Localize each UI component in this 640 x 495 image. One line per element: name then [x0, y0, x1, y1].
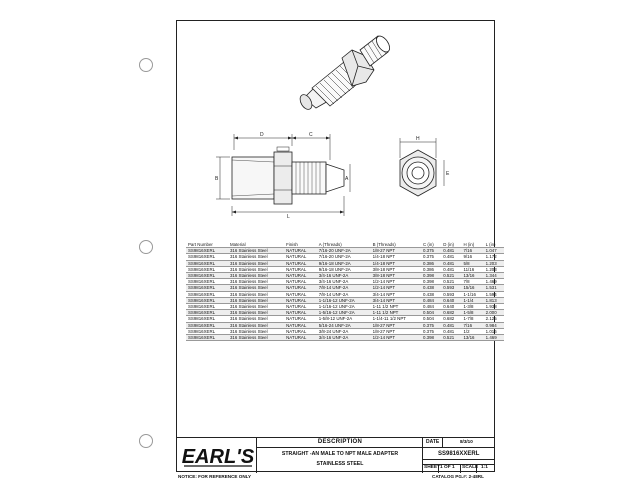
table-cell: 0.481 — [441, 266, 461, 272]
table-cell: SS9816XERL — [186, 273, 228, 279]
table-cell: 0.521 — [441, 273, 461, 279]
table-cell: 0.375 — [421, 322, 441, 328]
dim-label-b: B — [215, 176, 219, 182]
table-cell: 1-5/8 — [461, 310, 483, 316]
table-cell: NATURAL — [284, 297, 317, 303]
table-cell: 1-1/16-12 UNF-2A — [317, 304, 371, 310]
table-cell: 0.481 — [441, 322, 461, 328]
table-cell: 1-1/16-12 UNF-2A — [317, 297, 371, 303]
table-cell: 0.386 — [421, 266, 441, 272]
date-value: 8/3/10 — [460, 439, 473, 444]
table-cell: 2.125 — [484, 316, 504, 322]
table-cell: 0.481 — [441, 260, 461, 266]
table-cell: SS9816XERL — [186, 316, 228, 322]
table-cell: 7/8 — [461, 279, 483, 285]
col-header: Part Number — [186, 242, 228, 248]
table-cell: 9/16-18 UNF-2A — [317, 266, 371, 272]
dim-label-h: H — [416, 136, 420, 142]
sheet-label: SHEET — [424, 465, 440, 470]
table-cell: 3/4-14 NPT — [371, 291, 421, 297]
table-cell: NATURAL — [284, 316, 317, 322]
col-header: H (in) — [461, 242, 483, 248]
table-cell: 316 Stainless Steel — [228, 335, 284, 341]
table-cell: 3/8-18 NPT — [371, 266, 421, 272]
table-cell: 15/16 — [461, 285, 483, 291]
table-cell: 1.594 — [484, 291, 504, 297]
table-cell: 1-3/8 — [461, 304, 483, 310]
table-cell: NATURAL — [284, 310, 317, 316]
table-cell: NATURAL — [284, 266, 317, 272]
table-cell: 0.484 — [421, 304, 441, 310]
table-cell: 0.398 — [421, 335, 441, 341]
description-line-2: STAINLESS STEEL — [316, 461, 364, 467]
title-block — [176, 437, 495, 472]
table-cell: 0.504 — [421, 310, 441, 316]
table-cell: 0.593 — [441, 285, 461, 291]
table-cell: NATURAL — [284, 248, 317, 254]
table-cell: 0.398 — [421, 273, 441, 279]
table-cell: 316 Stainless Steel — [228, 316, 284, 322]
table-cell: 316 Stainless Steel — [228, 285, 284, 291]
table-cell: 1-11 1/2 NPT — [371, 310, 421, 316]
table-cell: 7/16 — [461, 248, 483, 254]
table-cell: NATURAL — [284, 254, 317, 260]
table-cell: 11/16 — [461, 266, 483, 272]
table-cell: 1.469 — [484, 335, 504, 341]
col-header: L (in) — [484, 242, 504, 248]
table-cell: 316 Stainless Steel — [228, 322, 284, 328]
table-cell: 7/16 — [461, 322, 483, 328]
table-cell: 0.375 — [421, 328, 441, 334]
col-header: A (Threads) — [317, 242, 371, 248]
table-cell: 316 Stainless Steel — [228, 310, 284, 316]
table-cell: 316 Stainless Steel — [228, 291, 284, 297]
table-cell: SS9816XERL — [186, 254, 228, 260]
table-cell: NATURAL — [284, 279, 317, 285]
table-cell: 1.469 — [484, 279, 504, 285]
side-view — [215, 132, 350, 220]
table-cell: 0.484 — [421, 297, 441, 303]
table-cell: 1.203 — [484, 266, 504, 272]
table-cell: 0.386 — [421, 260, 441, 266]
table-cell: 316 Stainless Steel — [228, 328, 284, 334]
table-cell: 1-1/4-11 1/2 NPT — [371, 316, 421, 322]
table-cell: 3/4-16 UNF-2A — [317, 279, 371, 285]
table-cell: 316 Stainless Steel — [228, 297, 284, 303]
table-cell: 1.813 — [484, 297, 504, 303]
table-cell: 1/4-18 NPT — [371, 254, 421, 260]
table-cell: 316 Stainless Steel — [228, 273, 284, 279]
table-cell: 1-1/4 — [461, 297, 483, 303]
table-cell: SS9816XERL — [186, 266, 228, 272]
table-cell: 7/16-20 UNF-2A — [317, 254, 371, 260]
table-cell: 0.481 — [441, 328, 461, 334]
table-cell: 316 Stainless Steel — [228, 279, 284, 285]
table-cell: SS9816XERL — [186, 285, 228, 291]
table-cell: 316 Stainless Steel — [228, 304, 284, 310]
table-cell: 3/8-18 NPT — [371, 273, 421, 279]
table-cell: 0.375 — [421, 248, 441, 254]
table-cell: 1/4-18 NPT — [371, 260, 421, 266]
description-line-1: STRAIGHT -AN MALE TO NPT MALE ADAPTER — [281, 451, 399, 457]
table-cell: 1/8-27 NPT — [371, 248, 421, 254]
dim-label-e: E — [446, 171, 450, 177]
table-cell: NATURAL — [284, 285, 317, 291]
footer-catalog-page: CATALOG PG.#: 2-48RL — [432, 474, 484, 479]
table-cell: NATURAL — [284, 304, 317, 310]
table-cell: 0.504 — [421, 316, 441, 322]
table-cell: 1/2 — [461, 328, 483, 334]
table-cell: 9/16-18 UNF-2A — [317, 260, 371, 266]
table-cell: 0.438 — [421, 285, 441, 291]
table-cell: SS9816XERL — [186, 248, 228, 254]
col-header: B (Threads) — [371, 242, 421, 248]
table-cell: 0.481 — [441, 248, 461, 254]
table-cell: SS9816XERL — [186, 328, 228, 334]
sheet-value: 1 OF 1 — [440, 465, 455, 470]
table-cell: 316 Stainless Steel — [228, 248, 284, 254]
scale-label: SCALE — [462, 465, 479, 470]
table-cell: 0.521 — [441, 335, 461, 341]
table-cell: 3/4-16 UNF-2A — [317, 273, 371, 279]
table-cell: 1.047 — [484, 248, 504, 254]
table-cell: 7/8-14 UNF-2A — [317, 285, 371, 291]
table-cell: 0.640 — [441, 297, 461, 303]
parts-table — [186, 242, 504, 341]
col-header: Material — [228, 242, 284, 248]
table-cell: SS9816XERL — [186, 291, 228, 297]
table-cell: 1.016 — [484, 328, 504, 334]
table-cell: 316 Stainless Steel — [228, 266, 284, 272]
table-cell: 13/16 — [461, 335, 483, 341]
table-cell: SS9816XERL — [186, 297, 228, 303]
table-cell: 1/2-14 NPT — [371, 335, 421, 341]
table-cell: SS9816XERL — [186, 322, 228, 328]
table-cell: 1-11 1/2 NPT — [371, 304, 421, 310]
table-cell: 316 Stainless Steel — [228, 254, 284, 260]
table-cell: SS9816XERL — [186, 310, 228, 316]
table-cell: 1-7/8 — [461, 316, 483, 322]
table-cell: SS9816XERL — [186, 260, 228, 266]
table-cell: 3/4-16 UNF-2A — [317, 335, 371, 341]
table-cell: 1.938 — [484, 304, 504, 310]
dim-label-a: A — [345, 176, 349, 182]
col-header: C (in) — [421, 242, 441, 248]
table-cell: 0.682 — [441, 310, 461, 316]
table-cell: 1.172 — [484, 254, 504, 260]
table-cell: 1/2-14 NPT — [371, 279, 421, 285]
table-cell: NATURAL — [284, 273, 317, 279]
scale-value: 1:1 — [481, 465, 488, 470]
table-cell: 3/8-24 UNF-2A — [317, 328, 371, 334]
table-cell: SS9816XERL — [186, 335, 228, 341]
col-header: D (in) — [441, 242, 461, 248]
table-cell: 0.375 — [421, 254, 441, 260]
table-cell: 1/8-27 NPT — [371, 322, 421, 328]
table-cell: 0.593 — [441, 291, 461, 297]
table-cell: 0.521 — [441, 279, 461, 285]
table-cell: 5/8 — [461, 260, 483, 266]
table-cell: 9/16 — [461, 254, 483, 260]
table-cell: NATURAL — [284, 328, 317, 334]
table-row — [186, 335, 504, 341]
table-cell: 1.203 — [484, 260, 504, 266]
table-cell: SS9816XERL — [186, 279, 228, 285]
table-cell: 1-5/8-12 UNF-2A — [317, 316, 371, 322]
table-cell: 1-5/16-12 UNF-2A — [317, 310, 371, 316]
table-cell: NATURAL — [284, 322, 317, 328]
table-cell: 0.438 — [421, 291, 441, 297]
svg-text:EARL'S: EARL'S — [181, 446, 255, 468]
table-cell: 1.531 — [484, 285, 504, 291]
table-cell: 1/2-14 NPT — [371, 285, 421, 291]
table-cell: NATURAL — [284, 260, 317, 266]
table-cell: 2.000 — [484, 310, 504, 316]
part-number: SS9816XXERL — [438, 451, 480, 457]
description-header: DESCRIPTION — [317, 439, 363, 445]
table-cell: 7/8-14 UNF-2A — [317, 291, 371, 297]
isometric-view — [298, 34, 393, 112]
table-cell: 0.984 — [484, 322, 504, 328]
table-cell: 7/16-20 UNF-2A — [317, 248, 371, 254]
table-cell: 1/8-27 NPT — [371, 328, 421, 334]
dim-label-l: L — [287, 214, 290, 220]
end-view — [400, 136, 450, 196]
parts-table-body — [186, 248, 504, 341]
table-cell: SS9816XERL — [186, 304, 228, 310]
footer-notice: NOTICE: FOR REFERENCE ONLY — [178, 474, 252, 479]
table-cell: 0.640 — [441, 304, 461, 310]
dim-label-d: D — [260, 132, 264, 138]
table-cell: 316 Stainless Steel — [228, 260, 284, 266]
table-cell: 0.481 — [441, 254, 461, 260]
table-cell: 0.682 — [441, 316, 461, 322]
table-cell: 13/16 — [461, 273, 483, 279]
table-cell: NATURAL — [284, 335, 317, 341]
date-label: DATE — [426, 439, 440, 445]
table-cell: 1-1/16 — [461, 291, 483, 297]
table-cell: 3/4-14 NPT — [371, 297, 421, 303]
table-cell: NATURAL — [284, 291, 317, 297]
earls-logo — [180, 443, 256, 469]
table-cell: 5/16-24 UNF-2A — [317, 322, 371, 328]
col-header: Finish — [284, 242, 317, 248]
table-cell: 0.398 — [421, 279, 441, 285]
dim-label-c: C — [309, 132, 313, 138]
table-cell: 1.344 — [484, 273, 504, 279]
